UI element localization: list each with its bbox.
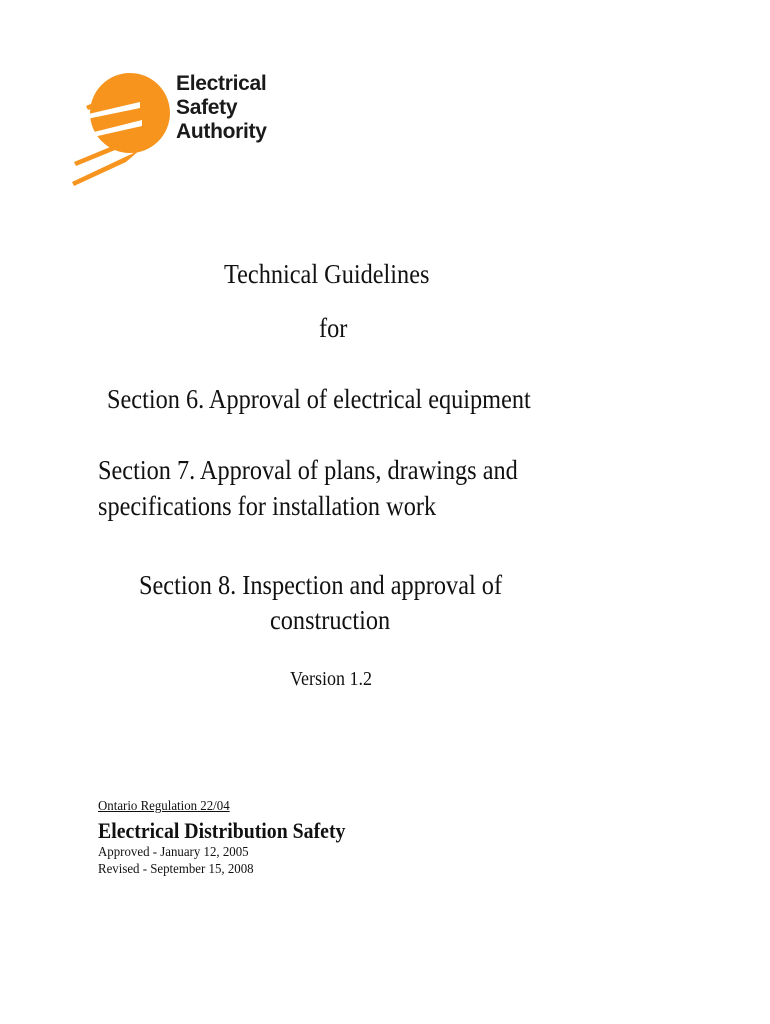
- document-title-for: for: [319, 313, 348, 343]
- version-label: Version 1.2: [290, 668, 372, 690]
- regulation-name: Ontario Regulation 22/04: [98, 799, 230, 814]
- section-7-heading-line-1: Section 7. Approval of plans, drawings and: [98, 455, 518, 485]
- logo-wordmark: [176, 72, 267, 144]
- logo-line-2: Safety: [176, 96, 238, 119]
- section-8-heading-line-2: construction: [270, 605, 391, 635]
- document-title: Technical Guidelines: [224, 259, 430, 289]
- regulation-title: Electrical Distribution Safety: [98, 818, 346, 843]
- section-6-heading: Section 6. Approval of electrical equipment: [107, 384, 531, 414]
- section-8-heading-line-1: Section 8. Inspection and approval of: [139, 570, 503, 600]
- revised-date: Revised - September 15, 2008: [98, 862, 254, 877]
- section-7-heading-line-2: specifications for installation work: [98, 491, 437, 521]
- esa-logo: [70, 66, 280, 188]
- esa-lightning-icon: [70, 66, 175, 188]
- logo-line-1: Electrical: [176, 72, 267, 95]
- approved-date: Approved - January 12, 2005: [98, 845, 249, 860]
- logo-line-3: Authority: [176, 120, 267, 143]
